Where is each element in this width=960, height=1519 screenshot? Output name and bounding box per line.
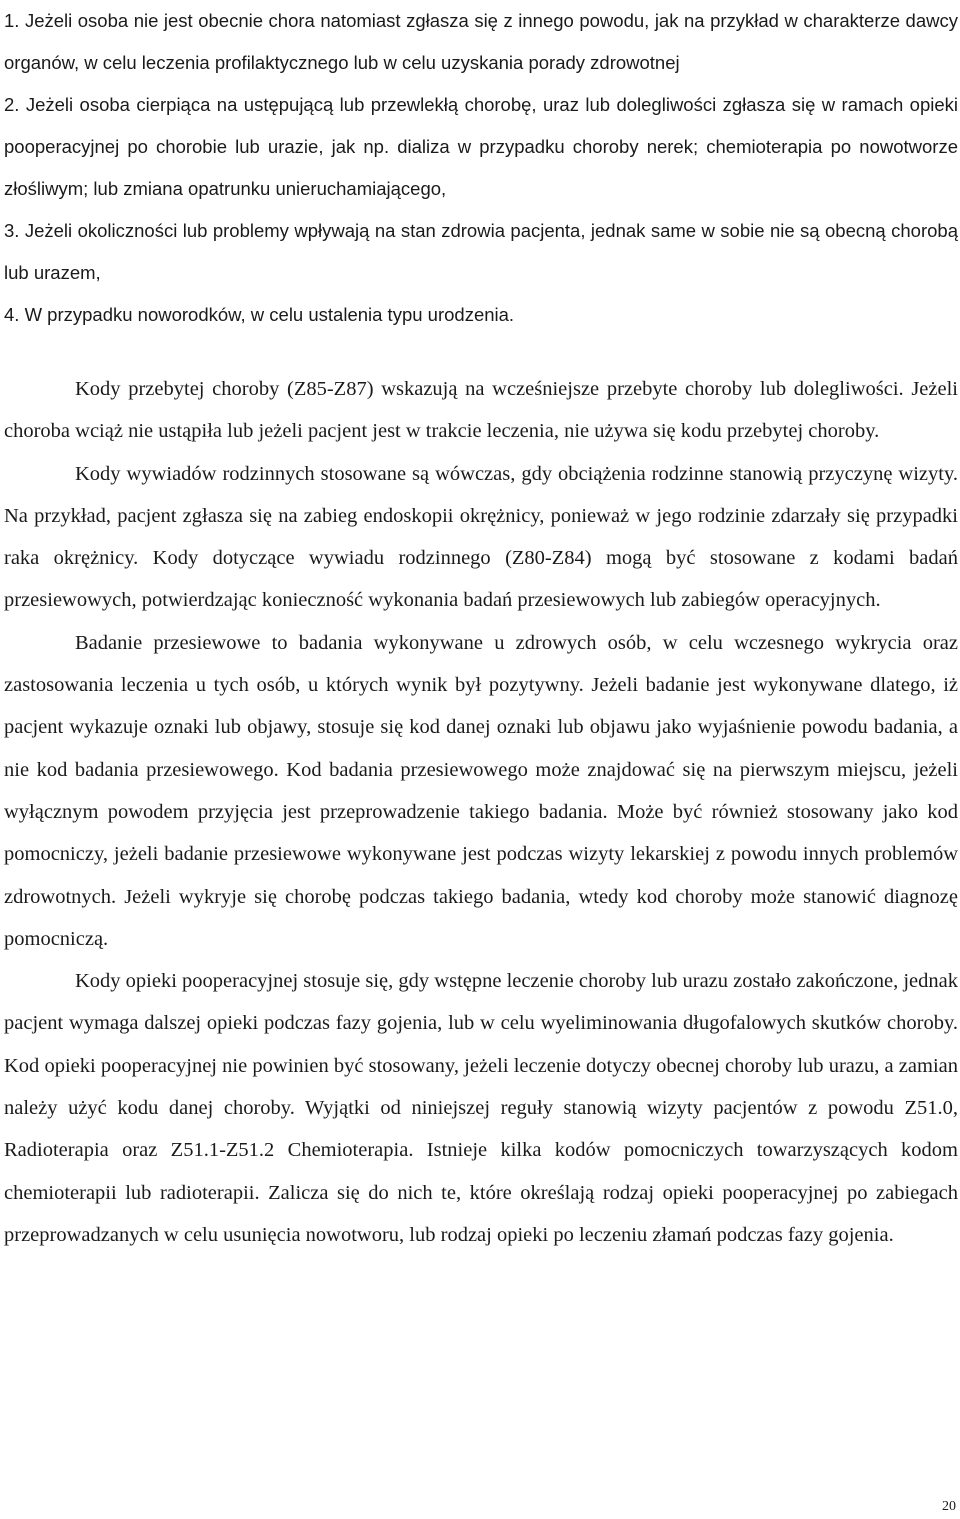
list-item-3: 3. Jeżeli okoliczności lub problemy wpływają na stan zdrowia pacjenta, jednak same w sobie nie są obecną chorobą lub urazem, [4,220,958,283]
paragraph-screening: Badanie przesiewowe to badania wykonywane u zdrowych osób, w celu wczesnego wykrycia oraz zastosowania leczenia u tych osób, u których wynik był pozytywny. Jeżeli badanie jest wykonywane dlatego, iż pacjent wykazuje oznaki lub objawy, stosuje się kod danej oznaki lub objawu jako wyjaśnienie powodu badania, a nie kod badania przesiewowego. Kod badania przesiewowego może znajdować się na pierwszym miejscu, jeżeli wyłącznym powodem przyjęcia jest przeprowadzenie takiego badania. Może być również stosowany jako kod pomocniczy, jeżeli badanie przesiewowe wykonywane jest podczas wizyty lekarskiej z powodu innych problemów zdrowotnych. Jeżeli wykryje się chorobę podczas takiego badania, wtedy kod choroby może stanowić diagnozę pomocniczą. [4,631,958,950]
page-number: 20 [942,1499,956,1514]
list-item-4: 4. W przypadku noworodków, w celu ustalenia typu urodzenia. [4,304,515,325]
numbered-list [4,0,958,336]
paragraph-aftercare-codes: Kody opieki pooperacyjnej stosuje się, gdy wstępne leczenie choroby lub urazu zostało zakończone, jednak pacjent wymaga dalszej opieki podczas fazy gojenia, lub w celu wyeliminowania długofalowych skutków choroby. Kod opieki pooperacyjnej nie powinien być stosowany, jeżeli leczenie dotyczy obecnej choroby lub urazu, a zamian należy użyć kodu danej choroby. Wyjątki od niniejszej reguły stanowią wizyty pacjentów z powodu Z51.0, Radioterapia oraz Z51.1-Z51.2 Chemioterapia. Istnieje kilka kodów pomocniczych towarzyszących kodom chemioterapii lub radioterapii. Zalicza się do nich te, które określają rodzaj opieki pooperacyjnej po zabiegach przeprowadzanych w celu usunięcia nowotworu, lub rodzaj opieki po leczeniu złamań podczas fazy gojenia. [4,970,958,1246]
list-item-1: 1. Jeżeli osoba nie jest obecnie chora natomiast zgłasza się z innego powodu, jak na przykład w charakterze dawcy organów, w celu leczenia profilaktycznego lub w celu uzyskania porady zdrowotnej [4,10,958,73]
paragraph-family-history-codes: Kody wywiadów rodzinnych stosowane są wówczas, gdy obciążenia rodzinne stanowią przyczynę wizyty. Na przykład, pacjent zgłasza się na zabieg endoskopii okrężnicy, ponieważ w jego rodzinie zdarzały się przypadki raka okrężnicy. Kody dotyczące wywiadu rodzinnego (Z80-Z84) mogą być stosowane z kodami badań przesiewowych, potwierdzając konieczność wykonania badań przesiewowych lub zabiegów operacyjnych. [4,462,958,612]
body-text [4,368,958,1256]
paragraph-history-codes: Kody przebytej choroby (Z85-Z87) wskazują na wcześniejsze przebyte choroby lub dolegliwości. Jeżeli choroba wciąż nie ustąpiła lub jeżeli pacjent jest w trakcie leczenia, nie używa się kodu przebytej choroby. [4,378,958,443]
list-item-2: 2. Jeżeli osoba cierpiąca na ustępującą lub przewlekłą chorobę, uraz lub dolegliwości zgłasza się w ramach opieki pooperacyjnej po chorobie lub urazie, jak np. dializa w przypadku choroby nerek; chemioterapia po nowotworze złośliwym; lub zmiana opatrunku unieruchamiającego, [4,94,958,199]
